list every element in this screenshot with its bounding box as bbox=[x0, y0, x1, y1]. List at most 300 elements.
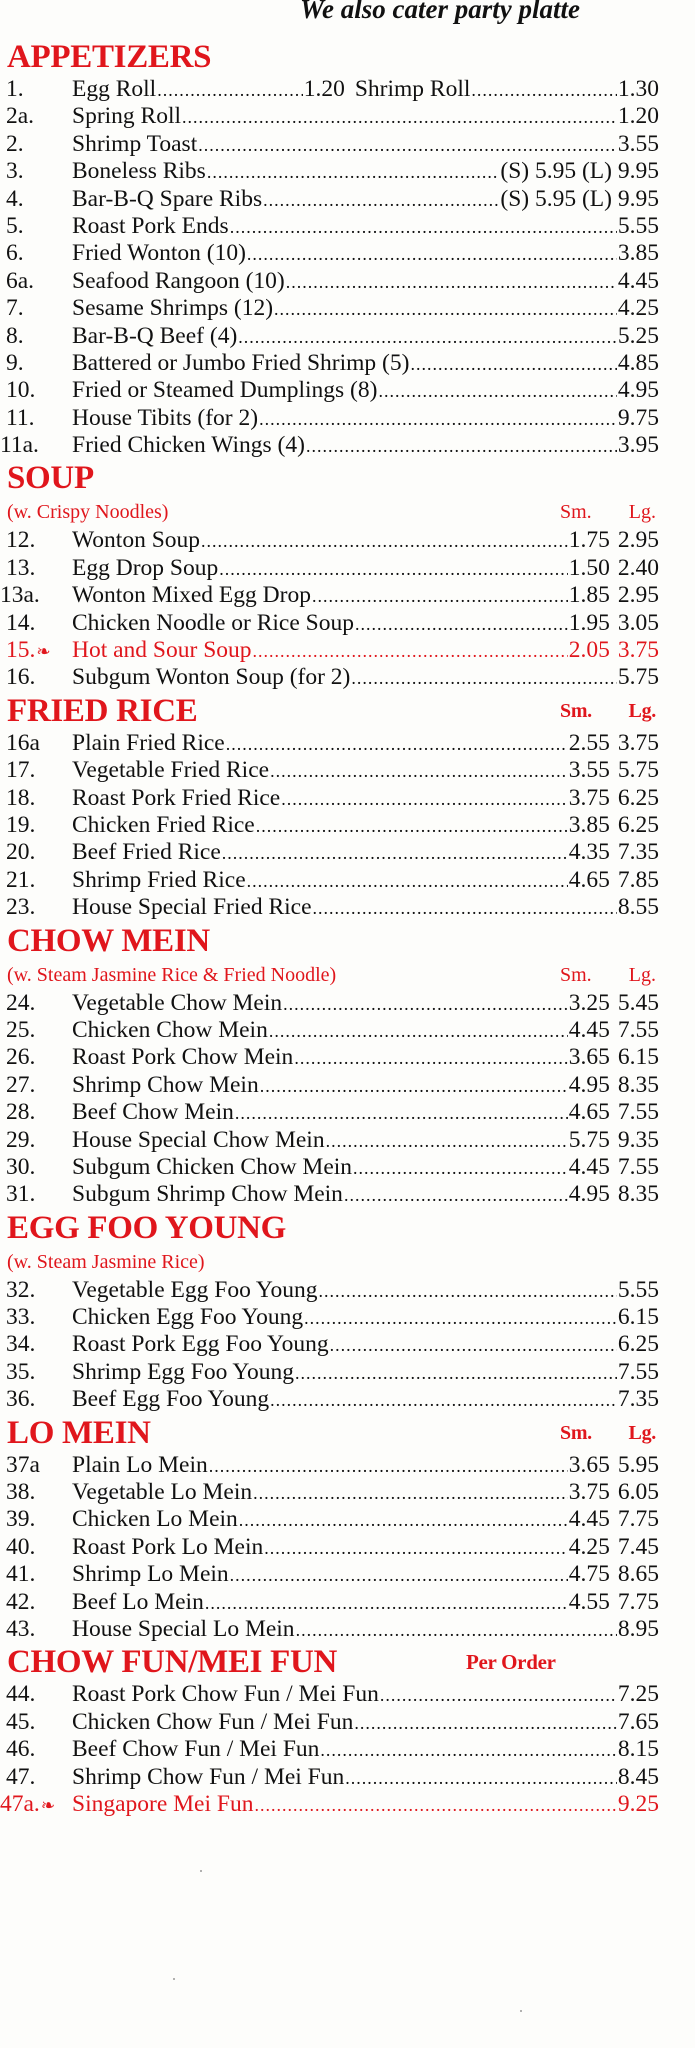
dot-leader bbox=[351, 665, 617, 692]
item-body bbox=[72, 158, 659, 186]
item-price-group bbox=[569, 785, 659, 812]
item-number: 6a. bbox=[6, 267, 35, 294]
item-name: Roast Pork Chow Mein bbox=[72, 1044, 294, 1071]
menu-item bbox=[0, 1764, 695, 1791]
item-body bbox=[72, 213, 659, 241]
menu-item bbox=[0, 1452, 695, 1479]
item-price: 6.25 bbox=[617, 811, 659, 838]
item-price: 5.95 bbox=[617, 1451, 659, 1478]
section-note: (w. Steam Jasmine Rice) bbox=[7, 1250, 205, 1273]
item-name: Subgum Chicken Chow Mein bbox=[72, 1153, 353, 1180]
menu-item bbox=[0, 268, 695, 295]
item-body bbox=[72, 1017, 659, 1045]
item-body bbox=[72, 1479, 659, 1507]
dot-leader bbox=[353, 1155, 568, 1182]
item-price: (S) 5.95 (L) 9.95 bbox=[500, 185, 659, 212]
item-price-small: 3.65 bbox=[568, 1044, 610, 1071]
item-body bbox=[72, 1764, 659, 1792]
item-price: 5.25 bbox=[617, 322, 659, 349]
menu-item bbox=[0, 1099, 695, 1126]
dot-leader bbox=[304, 1305, 617, 1332]
dot-leader bbox=[207, 159, 500, 186]
item-body bbox=[72, 582, 659, 610]
menu-item bbox=[0, 1017, 695, 1044]
item-price-small: 1.85 bbox=[568, 582, 610, 609]
item-price-group bbox=[618, 1791, 659, 1818]
item-body bbox=[72, 323, 659, 351]
item-body bbox=[72, 1589, 659, 1617]
item-price: 4.45 bbox=[617, 267, 659, 294]
size-label: Lg. bbox=[628, 1421, 656, 1444]
item-price-group bbox=[569, 1154, 659, 1181]
item-price-group bbox=[618, 432, 659, 459]
item-name: Shrimp Lo Mein bbox=[72, 1561, 229, 1588]
item-name: Battered or Jumbo Fried Shrimp (5) bbox=[72, 349, 410, 376]
dot-leader bbox=[295, 1360, 617, 1387]
menu-item bbox=[0, 323, 695, 350]
dot-leader bbox=[471, 77, 616, 104]
dot-leader bbox=[263, 187, 499, 214]
section-title: FRIED RICE Sm. Lg. bbox=[0, 692, 695, 730]
item-name: Spring Roll bbox=[72, 103, 182, 130]
dot-leader bbox=[330, 1332, 617, 1359]
item-price-group bbox=[618, 1681, 659, 1708]
item-body bbox=[72, 839, 659, 867]
menu-item bbox=[0, 186, 695, 213]
item-price: 7.55 bbox=[617, 1099, 659, 1126]
item-price: 8.35 bbox=[617, 1181, 659, 1208]
dot-leader bbox=[354, 1710, 617, 1737]
dot-leader bbox=[326, 1128, 568, 1155]
item-name: Shrimp Roll bbox=[354, 76, 471, 102]
item-name: Chicken Lo Mein bbox=[72, 1506, 238, 1533]
item-body bbox=[72, 812, 659, 840]
dot-leader bbox=[235, 1100, 568, 1127]
item-number: 36. bbox=[6, 1386, 36, 1413]
item-number: 11a. bbox=[0, 432, 39, 459]
item-price: 7.55 bbox=[617, 1153, 659, 1180]
item-name: Chicken Fried Rice bbox=[72, 811, 255, 838]
item-number: 44. bbox=[6, 1681, 36, 1708]
item-number: 41. bbox=[6, 1561, 36, 1588]
item-number: 27. bbox=[6, 1071, 36, 1098]
dot-leader bbox=[344, 1182, 568, 1209]
size-label: Lg. bbox=[628, 501, 656, 524]
section-note-row bbox=[0, 960, 695, 990]
item-price: 1.30 bbox=[617, 76, 659, 102]
catering-banner: We also cater party platte bbox=[300, 0, 580, 24]
dot-leader bbox=[312, 583, 568, 610]
dot-leader bbox=[230, 1562, 568, 1589]
size-label: Sm. bbox=[560, 501, 592, 524]
menu-item bbox=[0, 103, 695, 130]
menu-item bbox=[0, 350, 695, 377]
item-price-group bbox=[569, 1099, 659, 1126]
item-price-group bbox=[569, 730, 659, 757]
item-price-group bbox=[618, 1709, 659, 1736]
item-price: 7.35 bbox=[617, 1386, 659, 1413]
menu-item bbox=[0, 785, 695, 812]
item-number: 2. bbox=[6, 130, 24, 157]
item-price-small: 4.45 bbox=[568, 1153, 610, 1180]
item-name: Egg Drop Soup bbox=[72, 554, 219, 581]
dot-leader bbox=[274, 296, 617, 323]
item-price-small: 3.75 bbox=[568, 784, 610, 811]
dot-leader bbox=[201, 528, 568, 555]
item-price: 5.55 bbox=[617, 1276, 659, 1303]
dot-leader bbox=[230, 214, 617, 241]
item-body bbox=[72, 1791, 659, 1819]
item-name: Sesame Shrimps (12) bbox=[72, 295, 274, 322]
size-label: Lg. bbox=[628, 963, 656, 986]
item-name: Beef Chow Fun / Mei Fun bbox=[72, 1736, 320, 1763]
item-body bbox=[72, 664, 659, 692]
item-price-group bbox=[569, 1506, 659, 1533]
menu-item bbox=[0, 405, 695, 432]
item-number: 34. bbox=[6, 1331, 36, 1358]
menu-item bbox=[0, 1616, 695, 1643]
menu-list bbox=[0, 38, 695, 1818]
item-number: 4. bbox=[6, 185, 24, 212]
section-note-row bbox=[0, 497, 695, 527]
item-body bbox=[72, 1452, 659, 1480]
item-price: 5.75 bbox=[617, 757, 659, 784]
spicy-icon: ❧ bbox=[36, 642, 51, 662]
item-body bbox=[72, 1561, 659, 1589]
item-price-group bbox=[569, 839, 659, 866]
section-title: LO MEIN Sm. Lg. bbox=[0, 1414, 695, 1452]
item-price-group bbox=[569, 1534, 659, 1561]
menu-item bbox=[0, 894, 695, 921]
item-body bbox=[72, 76, 659, 104]
item-body bbox=[72, 867, 659, 895]
item-number: 18. bbox=[6, 784, 36, 811]
item-number: 15.❧ bbox=[6, 637, 51, 664]
dot-leader bbox=[182, 104, 617, 131]
menu-item bbox=[0, 839, 695, 866]
item-number: 17. bbox=[6, 757, 36, 784]
item-price: 8.65 bbox=[617, 1561, 659, 1588]
section-note-row bbox=[0, 1247, 695, 1277]
dot-leader bbox=[270, 1387, 617, 1414]
dot-leader bbox=[380, 1682, 617, 1709]
item-number: 29. bbox=[6, 1126, 36, 1153]
item-price-group bbox=[569, 1072, 659, 1099]
section-title: EGG FOO YOUNG bbox=[7, 1209, 287, 1246]
menu-section bbox=[0, 459, 695, 691]
item-price-group bbox=[618, 1736, 659, 1763]
dot-leader bbox=[256, 813, 568, 840]
item-number: 35. bbox=[6, 1358, 36, 1385]
item-price-small: 1.50 bbox=[568, 554, 610, 581]
item-price-small: 4.95 bbox=[568, 1071, 610, 1098]
item-body bbox=[72, 268, 659, 296]
item-body bbox=[72, 757, 659, 785]
size-header bbox=[560, 960, 670, 990]
item-number: 5. bbox=[6, 212, 24, 239]
dot-leader bbox=[294, 1045, 567, 1072]
item-number: 20. bbox=[6, 839, 36, 866]
menu-item bbox=[0, 432, 695, 459]
menu-section bbox=[0, 1414, 695, 1644]
item-body bbox=[72, 350, 659, 378]
menu-item bbox=[0, 240, 695, 267]
item-price-small: 3.85 bbox=[568, 811, 610, 838]
item-price-group bbox=[618, 1386, 659, 1413]
item-number: 23. bbox=[6, 894, 36, 921]
item-price-group bbox=[569, 1044, 659, 1071]
item-body bbox=[72, 637, 659, 665]
item-body bbox=[72, 1736, 659, 1764]
item-price: 8.15 bbox=[617, 1736, 659, 1763]
item-number: 9. bbox=[6, 349, 24, 376]
menu-item bbox=[0, 1589, 695, 1616]
item-number: 10. bbox=[6, 377, 36, 404]
dot-leader bbox=[157, 77, 302, 104]
menu-section bbox=[0, 1209, 695, 1414]
menu-item bbox=[0, 637, 695, 664]
item-name: Chicken Noodle or Rice Soup bbox=[72, 609, 354, 636]
item-number: 43. bbox=[6, 1615, 36, 1642]
item-name: House Tibits (for 2) bbox=[72, 404, 259, 431]
item-body bbox=[72, 405, 659, 433]
item-price: 3.05 bbox=[617, 609, 659, 636]
section-title: CHOW FUN/MEI FUN Per Order bbox=[7, 1644, 556, 1681]
dot-leader bbox=[209, 1453, 568, 1480]
item-number: 47a.❧ bbox=[0, 1790, 56, 1817]
item-price: 8.35 bbox=[617, 1071, 659, 1098]
dot-leader bbox=[205, 1590, 568, 1617]
item-name: Singapore Mei Fun bbox=[72, 1790, 254, 1817]
item-price-group bbox=[569, 1479, 659, 1506]
menu-item bbox=[0, 1479, 695, 1506]
item-number: 45. bbox=[6, 1708, 36, 1735]
item-price: 3.75 bbox=[617, 729, 659, 756]
item-price-small: 4.95 bbox=[568, 1181, 610, 1208]
menu-item bbox=[0, 730, 695, 757]
item-price: 5.45 bbox=[617, 989, 659, 1016]
menu-item bbox=[0, 1561, 695, 1588]
dot-leader bbox=[247, 241, 617, 268]
item-number: 31. bbox=[6, 1181, 36, 1208]
item-price: 3.55 bbox=[617, 130, 659, 157]
dot-leader bbox=[306, 433, 617, 460]
dot-leader bbox=[281, 786, 568, 813]
menu-item bbox=[0, 1506, 695, 1533]
menu-item bbox=[0, 1181, 695, 1208]
item-price: 2.40 bbox=[617, 554, 659, 581]
item-body bbox=[72, 785, 659, 813]
item-number: 14. bbox=[6, 609, 36, 636]
item-name: Beef Chow Mein bbox=[72, 1099, 234, 1126]
menu-item bbox=[0, 1154, 695, 1181]
item-price-group bbox=[618, 377, 659, 404]
dot-leader bbox=[238, 324, 617, 351]
item-name: Roast Pork Egg Foo Young bbox=[72, 1331, 329, 1358]
item-price: 5.75 bbox=[617, 664, 659, 691]
item-body bbox=[72, 1304, 659, 1332]
item-number: 37a bbox=[6, 1451, 40, 1478]
item-price-group bbox=[618, 1331, 659, 1358]
item-name: Shrimp Chow Fun / Mei Fun bbox=[72, 1763, 345, 1790]
item-price-small: 3.55 bbox=[568, 757, 610, 784]
menu-item bbox=[0, 990, 695, 1017]
item-body bbox=[72, 1681, 659, 1709]
item-price: 1.20 bbox=[303, 76, 345, 102]
menu-item bbox=[0, 1331, 695, 1358]
item-body bbox=[72, 240, 659, 268]
menu-item bbox=[0, 757, 695, 784]
item-name: Seafood Rangoon (10) bbox=[72, 267, 285, 294]
item-price-group bbox=[618, 131, 659, 158]
item-number: 24. bbox=[6, 989, 36, 1016]
item-price: 7.75 bbox=[617, 1506, 659, 1533]
item-price-small: 4.55 bbox=[568, 1588, 610, 1615]
item-name: Boneless Ribs bbox=[72, 158, 206, 185]
item-price-group bbox=[569, 1589, 659, 1616]
item-price-group bbox=[618, 323, 659, 350]
item-price-group bbox=[569, 527, 659, 554]
item-number: 1. bbox=[6, 76, 24, 102]
item-name: Fried Chicken Wings (4) bbox=[72, 432, 305, 459]
menu-item bbox=[0, 377, 695, 404]
item-price: 7.55 bbox=[617, 1358, 659, 1385]
menu-section bbox=[0, 922, 695, 1209]
item-price: 2.95 bbox=[617, 582, 659, 609]
item-price-small: 3.75 bbox=[568, 1479, 610, 1506]
item-price: 6.15 bbox=[617, 1044, 659, 1071]
item-body bbox=[72, 1127, 659, 1155]
menu-item bbox=[0, 1681, 695, 1708]
section-title: CHOW MEIN bbox=[7, 922, 210, 959]
menu-item bbox=[0, 1277, 695, 1304]
item-price: 8.95 bbox=[617, 1615, 659, 1642]
item-name: Vegetable Chow Mein bbox=[72, 989, 283, 1016]
menu-item bbox=[0, 582, 695, 609]
item-price-small: 4.35 bbox=[568, 839, 610, 866]
menu-item bbox=[0, 158, 695, 185]
item-price-small: 2.55 bbox=[568, 729, 610, 756]
item-name: House Special Fried Rice bbox=[72, 894, 312, 921]
dot-leader bbox=[253, 638, 568, 665]
item-price-group bbox=[618, 1304, 659, 1331]
item-price-small: 3.65 bbox=[568, 1451, 610, 1478]
item-name: Hot and Sour Soup bbox=[72, 637, 252, 664]
menu-section bbox=[0, 692, 695, 922]
item-name: Vegetable Egg Foo Young bbox=[72, 1276, 318, 1303]
item-name: Wonton Mixed Egg Drop bbox=[72, 582, 311, 609]
item-price-group bbox=[500, 186, 659, 213]
item-price-small: 1.95 bbox=[568, 609, 610, 636]
section-note: (w. Crispy Noodles) bbox=[7, 501, 169, 524]
dot-leader bbox=[313, 895, 617, 922]
dot-leader bbox=[259, 406, 617, 433]
item-name: Roast Pork Lo Mein bbox=[72, 1533, 264, 1560]
item-price-group bbox=[569, 1181, 659, 1208]
item-price: 8.55 bbox=[617, 894, 659, 921]
item-number: 16. bbox=[6, 664, 36, 691]
menu-item bbox=[0, 1127, 695, 1154]
item-body bbox=[72, 1386, 659, 1414]
size-header bbox=[560, 497, 670, 527]
item-name: Beef Fried Rice bbox=[72, 839, 221, 866]
item-name: House Special Chow Mein bbox=[72, 1126, 325, 1153]
item-number: 19. bbox=[6, 811, 36, 838]
item-price-group bbox=[569, 1127, 659, 1154]
item-number: 39. bbox=[6, 1506, 36, 1533]
menu-item bbox=[0, 1072, 695, 1099]
menu-item bbox=[0, 1736, 695, 1763]
item-body bbox=[72, 730, 659, 758]
item-number: 6. bbox=[6, 240, 24, 267]
item-price: 9.75 bbox=[617, 404, 659, 431]
item-number: 8. bbox=[6, 322, 24, 349]
section-title: APPETIZERS bbox=[7, 39, 212, 75]
item-body bbox=[72, 1331, 659, 1359]
dot-leader bbox=[410, 351, 616, 378]
item-body bbox=[72, 186, 659, 214]
item-name: Shrimp Fried Rice bbox=[72, 866, 246, 893]
item-price-group bbox=[569, 582, 659, 609]
item-name: Beef Lo Mein bbox=[72, 1588, 204, 1615]
item-price: 7.55 bbox=[617, 1016, 659, 1043]
item-body bbox=[72, 432, 659, 460]
item-price-group bbox=[569, 1452, 659, 1479]
item-price-group bbox=[618, 1277, 659, 1304]
per-order-label: Per Order bbox=[466, 1650, 556, 1675]
dot-leader bbox=[260, 1073, 568, 1100]
item-price: 9.35 bbox=[617, 1126, 659, 1153]
item-number: 42. bbox=[6, 1588, 36, 1615]
item-name: Roast Pork Ends bbox=[72, 212, 229, 239]
menu-item bbox=[0, 555, 695, 582]
item-number: 13a. bbox=[0, 582, 40, 609]
item-body bbox=[72, 1181, 659, 1209]
item-price: 7.65 bbox=[617, 1708, 659, 1735]
menu-item bbox=[0, 610, 695, 637]
item-number: 28. bbox=[6, 1099, 36, 1126]
dot-leader bbox=[219, 556, 568, 583]
item-price: 6.25 bbox=[617, 1331, 659, 1358]
item-price-group bbox=[569, 867, 659, 894]
item-body bbox=[72, 1534, 659, 1562]
item-number: 21. bbox=[6, 866, 36, 893]
item-price-group bbox=[618, 103, 659, 130]
menu-item bbox=[0, 1304, 695, 1331]
menu-item bbox=[0, 1534, 695, 1561]
dot-leader bbox=[226, 731, 568, 758]
item-price-group bbox=[569, 990, 659, 1017]
item-price-small: 3.25 bbox=[568, 989, 610, 1016]
menu-item bbox=[0, 76, 695, 103]
item-number: 25. bbox=[6, 1016, 36, 1043]
item-body bbox=[72, 555, 659, 583]
item-body bbox=[72, 610, 659, 638]
item-body bbox=[72, 1154, 659, 1182]
dot-leader bbox=[264, 1535, 567, 1562]
item-price-group bbox=[569, 1017, 659, 1044]
item-price: 2.95 bbox=[617, 527, 659, 554]
item-number: 40. bbox=[6, 1533, 36, 1560]
item-name: Plain Lo Mein bbox=[72, 1451, 208, 1478]
item-price-group bbox=[569, 812, 659, 839]
item-number: 7. bbox=[6, 295, 24, 322]
item-price: 7.35 bbox=[617, 839, 659, 866]
dot-leader bbox=[378, 378, 616, 405]
item-body bbox=[72, 990, 659, 1018]
item-price: 7.85 bbox=[617, 866, 659, 893]
item-body bbox=[72, 894, 659, 922]
